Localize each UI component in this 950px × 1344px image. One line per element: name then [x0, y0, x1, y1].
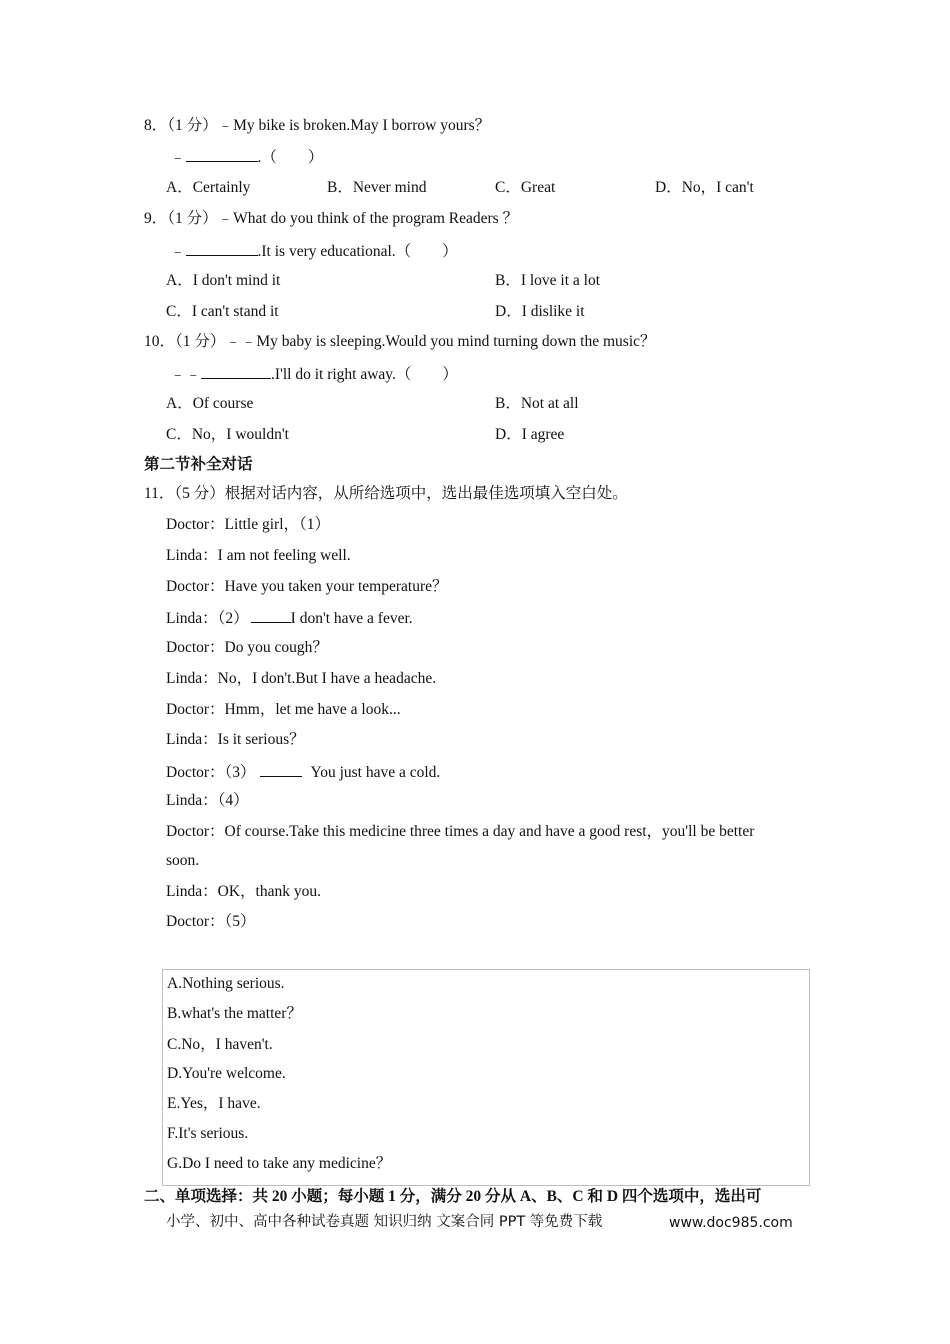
section2-title: 第二节补全对话: [144, 456, 253, 473]
q10-answer-line: [170, 363, 458, 385]
q10-stem: 10．（1 分）﹣﹣My baby is sleeping.Would you mind turning down the music？: [144, 333, 656, 350]
q8-dash: ﹣: [170, 149, 186, 166]
q8-option-c[interactable]: C．Great: [495, 179, 556, 196]
dialogue-line: Linda：I am not feeling well.: [166, 547, 351, 564]
option-e[interactable]: E.Yes，I have.: [167, 1095, 261, 1112]
q10-option-c[interactable]: C．No，I wouldn't: [166, 426, 289, 443]
q10-blank[interactable]: [201, 363, 271, 379]
q8-stem: 8．（1 分）﹣My bike is broken.May I borrow yours？: [144, 117, 491, 134]
q11-stem: 11．（5 分）根据对话内容，从所给选项中，选出最佳选项填入空白处。: [144, 485, 628, 502]
q10-option-d[interactable]: D．I agree: [495, 426, 565, 443]
option-c[interactable]: C.No，I haven't.: [167, 1036, 273, 1053]
dialogue-line: Doctor：（5）: [166, 913, 256, 930]
dialogue-line: [166, 761, 440, 783]
q8-answer-tail: .（ ）: [257, 149, 324, 166]
dialogue-line: Linda：OK，thank you.: [166, 883, 321, 900]
q9-stem: 9．（1 分）﹣What do you think of the program Readers ？: [144, 210, 519, 227]
option-f[interactable]: F.It's serious.: [167, 1125, 249, 1142]
dialogue-line: [166, 607, 413, 629]
q9-answer-tail: .It is very educational.（ ）: [257, 243, 458, 260]
dialogue-line: Doctor：Of course.Take this medicine three times a day and have a good rest，you'll be better: [166, 823, 755, 840]
q8-option-b[interactable]: B．Never mind: [327, 179, 427, 196]
dialogue-line: Doctor：Little girl，（1）: [166, 516, 331, 533]
q9-dash: ﹣: [170, 243, 186, 260]
part2-heading: 二、单项选择：共 20 小题；每小题 1 分，满分 20 分从 A、B、C 和 D 四个选项中，选出可: [144, 1188, 762, 1205]
blank-3[interactable]: [260, 761, 302, 777]
q9-option-c[interactable]: C．I can't stand it: [166, 303, 279, 320]
option-g[interactable]: G.Do I need to take any medicine？: [167, 1155, 392, 1172]
footer-url[interactable]: www.doc985.com: [669, 1215, 793, 1231]
dialogue-speaker-blank2: Linda：（2）: [166, 610, 249, 627]
dialogue-line: Doctor：Hmm，let me have a look...: [166, 701, 401, 718]
q9-option-b[interactable]: B．I love it a lot: [495, 272, 601, 289]
dialogue-line: soon.: [166, 852, 200, 869]
dialogue-tail-3: You just have a cold.: [310, 764, 441, 781]
q8-answer-line: [170, 146, 323, 168]
footer-text: 小学、初中、高中各种试卷真题 知识归纳 文案合同 PPT 等免费下载: [166, 1214, 603, 1230]
dialogue-line: Doctor：Do you cough？: [166, 639, 328, 656]
q10-dash: ﹣﹣: [170, 366, 202, 383]
q10-answer-tail: .I'll do it right away.（ ）: [271, 366, 458, 383]
q9-blank[interactable]: [186, 240, 258, 256]
dialogue-line: Linda：No，I don't.But I have a headache.: [166, 670, 437, 687]
q8-option-a[interactable]: A．Certainly: [166, 179, 251, 196]
dialogue-speaker-blank3: Doctor：（3）: [166, 764, 256, 781]
option-d[interactable]: D.You're welcome.: [167, 1065, 286, 1082]
dialogue-tail-2: I don't have a fever.: [290, 610, 413, 627]
q8-blank[interactable]: [186, 146, 258, 162]
option-b[interactable]: B.what's the matter？: [167, 1005, 302, 1022]
q9-option-d[interactable]: D．I dislike it: [495, 303, 585, 320]
dialogue-line: Doctor：Have you taken your temperature？: [166, 578, 448, 595]
blank-2[interactable]: [251, 607, 291, 623]
dialogue-line: Linda：（4）: [166, 792, 249, 809]
q9-option-a[interactable]: A．I don't mind it: [166, 272, 281, 289]
option-a[interactable]: A.Nothing serious.: [167, 975, 285, 992]
q8-option-d[interactable]: D．No，I can't: [655, 179, 754, 196]
dialogue-line: Linda：Is it serious？: [166, 731, 305, 748]
q10-option-b[interactable]: B．Not at all: [495, 395, 579, 412]
q10-option-a[interactable]: A．Of course: [166, 395, 254, 412]
q9-answer-line: [170, 240, 458, 262]
